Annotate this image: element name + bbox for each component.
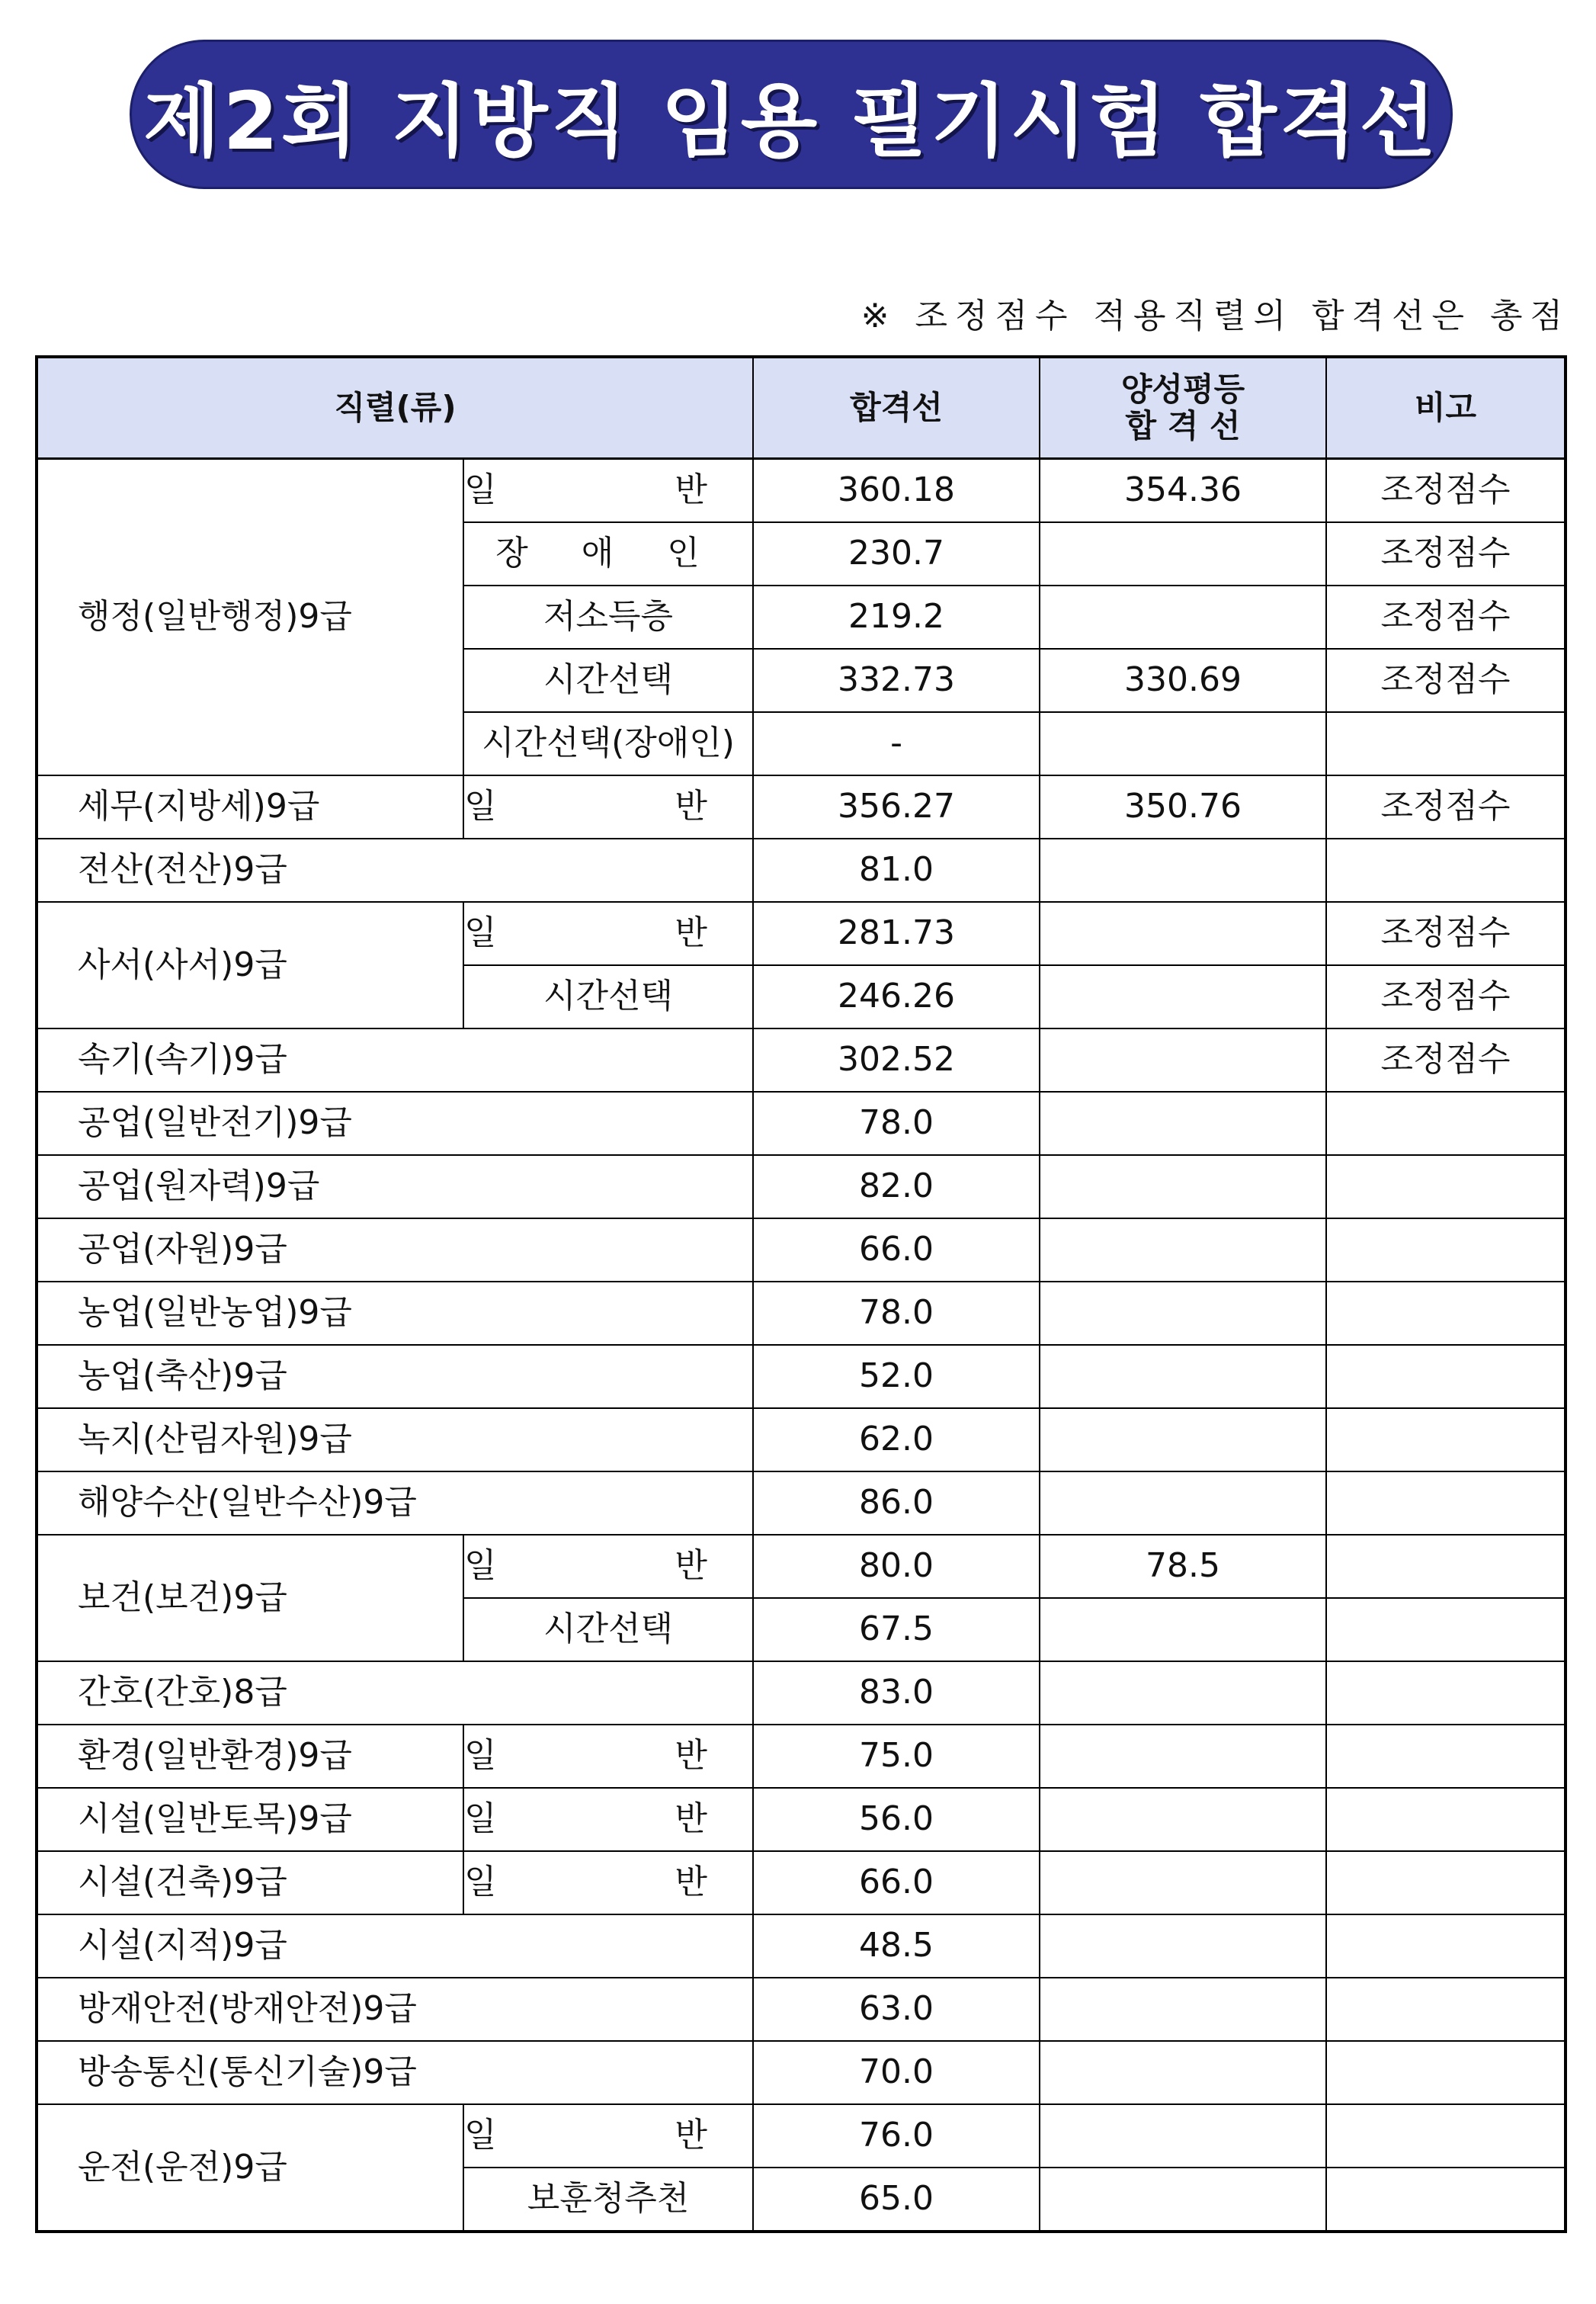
row-cutoff: 219.2 bbox=[753, 586, 1040, 649]
row-remarks bbox=[1326, 1282, 1566, 1345]
row-cutoff: 52.0 bbox=[753, 1345, 1040, 1408]
table-row bbox=[37, 1725, 1566, 1788]
table-row bbox=[37, 1028, 1566, 1092]
row-sub-label: 일 반 bbox=[463, 902, 753, 965]
row-group-label: 녹지(산림자원)9급 bbox=[37, 1408, 753, 1471]
row-gender-cutoff bbox=[1040, 1282, 1326, 1345]
row-gender-cutoff bbox=[1040, 586, 1326, 649]
row-remarks bbox=[1326, 1535, 1566, 1598]
table-row bbox=[37, 1282, 1566, 1345]
header-gender-line1: 양성평등 bbox=[1120, 370, 1245, 408]
row-remarks bbox=[1326, 1471, 1566, 1535]
row-gender-cutoff bbox=[1040, 902, 1326, 965]
row-remarks: 조정점수 bbox=[1326, 775, 1566, 839]
row-gender-cutoff bbox=[1040, 1851, 1326, 1914]
row-group-label: 환경(일반환경)9급 bbox=[37, 1725, 463, 1788]
row-sub-label: 저소득층 bbox=[463, 586, 753, 649]
row-group-label: 보건(보건)9급 bbox=[37, 1535, 463, 1661]
header-gender-equality bbox=[1040, 357, 1326, 459]
row-sub-label: 보훈청추천 bbox=[463, 2168, 753, 2232]
row-group-label: 전산(전산)9급 bbox=[37, 839, 753, 902]
table-row bbox=[37, 1978, 1566, 2041]
row-gender-cutoff bbox=[1040, 1028, 1326, 1092]
row-group-label: 공업(자원)9급 bbox=[37, 1218, 753, 1282]
row-sub-label: 일 반 bbox=[463, 459, 753, 523]
row-gender-cutoff bbox=[1040, 1914, 1326, 1978]
row-sub-label: 시간선택 bbox=[463, 649, 753, 712]
row-remarks bbox=[1326, 1914, 1566, 1978]
row-gender-cutoff bbox=[1040, 1471, 1326, 1535]
row-cutoff: 246.26 bbox=[753, 965, 1040, 1028]
row-cutoff: 63.0 bbox=[753, 1978, 1040, 2041]
row-cutoff: 360.18 bbox=[753, 459, 1040, 523]
table-row bbox=[37, 839, 1566, 902]
row-cutoff: 332.73 bbox=[753, 649, 1040, 712]
row-gender-cutoff bbox=[1040, 2041, 1326, 2104]
row-gender-cutoff bbox=[1040, 1092, 1326, 1155]
header-cutoff: 합격선 bbox=[753, 357, 1040, 459]
row-remarks bbox=[1326, 1218, 1566, 1282]
row-gender-cutoff bbox=[1040, 522, 1326, 586]
table-row bbox=[37, 1218, 1566, 1282]
row-group-label: 시설(일반토목)9급 bbox=[37, 1788, 463, 1851]
row-cutoff: 65.0 bbox=[753, 2168, 1040, 2232]
row-group-label: 시설(건축)9급 bbox=[37, 1851, 463, 1914]
row-remarks bbox=[1326, 1408, 1566, 1471]
row-group-label: 방재안전(방재안전)9급 bbox=[37, 1978, 753, 2041]
row-gender-cutoff bbox=[1040, 2104, 1326, 2168]
table-row bbox=[37, 1345, 1566, 1408]
row-sub-label: 일 반 bbox=[463, 1851, 753, 1914]
row-remarks: 조정점수 bbox=[1326, 649, 1566, 712]
row-group-label: 공업(일반전기)9급 bbox=[37, 1092, 753, 1155]
row-gender-cutoff bbox=[1040, 839, 1326, 902]
row-gender-cutoff bbox=[1040, 1598, 1326, 1661]
row-cutoff: 82.0 bbox=[753, 1155, 1040, 1218]
row-remarks bbox=[1326, 2168, 1566, 2232]
table-row bbox=[37, 1155, 1566, 1218]
row-group-label: 해양수산(일반수산)9급 bbox=[37, 1471, 753, 1535]
row-cutoff: 48.5 bbox=[753, 1914, 1040, 1978]
row-remarks: 조정점수 bbox=[1326, 522, 1566, 586]
row-remarks bbox=[1326, 2104, 1566, 2168]
row-gender-cutoff bbox=[1040, 1155, 1326, 1218]
row-remarks bbox=[1326, 1661, 1566, 1725]
row-remarks bbox=[1326, 839, 1566, 902]
row-gender-cutoff bbox=[1040, 1725, 1326, 1788]
table-row bbox=[37, 1788, 1566, 1851]
row-group-label: 시설(지적)9급 bbox=[37, 1914, 753, 1978]
row-remarks bbox=[1326, 2041, 1566, 2104]
row-sub-label: 일 반 bbox=[463, 775, 753, 839]
row-gender-cutoff bbox=[1040, 965, 1326, 1028]
row-cutoff: 56.0 bbox=[753, 1788, 1040, 1851]
title-banner bbox=[130, 40, 1453, 189]
table-row bbox=[37, 1914, 1566, 1978]
header-gender-line2: 합 격 선 bbox=[1125, 407, 1241, 444]
row-gender-cutoff bbox=[1040, 1978, 1326, 2041]
row-sub-label: 일 반 bbox=[463, 1725, 753, 1788]
row-group-label: 농업(일반농업)9급 bbox=[37, 1282, 753, 1345]
row-remarks bbox=[1326, 1788, 1566, 1851]
row-group-label: 운전(운전)9급 bbox=[37, 2104, 463, 2232]
row-sub-label: 장 애 인 bbox=[463, 522, 753, 586]
row-cutoff: 70.0 bbox=[753, 2041, 1040, 2104]
table-row bbox=[37, 1535, 1566, 1598]
row-gender-cutoff: 350.76 bbox=[1040, 775, 1326, 839]
row-gender-cutoff bbox=[1040, 2168, 1326, 2232]
row-cutoff: 356.27 bbox=[753, 775, 1040, 839]
row-remarks bbox=[1326, 712, 1566, 775]
row-remarks: 조정점수 bbox=[1326, 459, 1566, 523]
row-gender-cutoff bbox=[1040, 1661, 1326, 1725]
page-title: 제2회 지방직 임용 필기시험 합격선 bbox=[143, 75, 1439, 168]
row-cutoff: 281.73 bbox=[753, 902, 1040, 965]
row-remarks: 조정점수 bbox=[1326, 586, 1566, 649]
header-category: 직렬(류) bbox=[37, 357, 753, 459]
row-group-label: 방송통신(통신기술)9급 bbox=[37, 2041, 753, 2104]
row-remarks: 조정점수 bbox=[1326, 965, 1566, 1028]
table-row bbox=[37, 459, 1566, 523]
row-group-label: 간호(간호)8급 bbox=[37, 1661, 753, 1725]
row-gender-cutoff bbox=[1040, 1218, 1326, 1282]
header-remarks: 비고 bbox=[1326, 357, 1566, 459]
row-gender-cutoff: 354.36 bbox=[1040, 459, 1326, 523]
row-cutoff: 302.52 bbox=[753, 1028, 1040, 1092]
table-row bbox=[37, 1661, 1566, 1725]
row-cutoff: 80.0 bbox=[753, 1535, 1040, 1598]
row-cutoff: 78.0 bbox=[753, 1282, 1040, 1345]
row-gender-cutoff bbox=[1040, 712, 1326, 775]
row-sub-label: 시간선택 bbox=[463, 965, 753, 1028]
row-remarks bbox=[1326, 1345, 1566, 1408]
table-row bbox=[37, 1092, 1566, 1155]
row-cutoff: - bbox=[753, 712, 1040, 775]
row-gender-cutoff: 78.5 bbox=[1040, 1535, 1326, 1598]
row-cutoff: 86.0 bbox=[753, 1471, 1040, 1535]
table-row bbox=[37, 1408, 1566, 1471]
row-remarks: 조정점수 bbox=[1326, 902, 1566, 965]
row-sub-label: 시간선택(장애인) bbox=[463, 712, 753, 775]
table-row bbox=[37, 902, 1566, 965]
table-row bbox=[37, 2104, 1566, 2168]
row-remarks bbox=[1326, 1155, 1566, 1218]
row-cutoff: 76.0 bbox=[753, 2104, 1040, 2168]
table-row bbox=[37, 2041, 1566, 2104]
table-row bbox=[37, 1851, 1566, 1914]
row-sub-label: 시간선택 bbox=[463, 1598, 753, 1661]
row-cutoff: 81.0 bbox=[753, 839, 1040, 902]
row-gender-cutoff: 330.69 bbox=[1040, 649, 1326, 712]
row-cutoff: 66.0 bbox=[753, 1218, 1040, 1282]
row-remarks: 조정점수 bbox=[1326, 1028, 1566, 1092]
row-group-label: 사서(사서)9급 bbox=[37, 902, 463, 1028]
row-cutoff: 78.0 bbox=[753, 1092, 1040, 1155]
row-gender-cutoff bbox=[1040, 1788, 1326, 1851]
row-cutoff: 230.7 bbox=[753, 522, 1040, 586]
row-group-label: 세무(지방세)9급 bbox=[37, 775, 463, 839]
row-cutoff: 62.0 bbox=[753, 1408, 1040, 1471]
row-sub-label: 일 반 bbox=[463, 2104, 753, 2168]
row-group-label: 행정(일반행정)9급 bbox=[37, 459, 463, 776]
table-row bbox=[37, 1471, 1566, 1535]
row-cutoff: 67.5 bbox=[753, 1598, 1040, 1661]
row-remarks bbox=[1326, 1978, 1566, 2041]
row-remarks bbox=[1326, 1851, 1566, 1914]
row-sub-label: 일 반 bbox=[463, 1535, 753, 1598]
row-cutoff: 75.0 bbox=[753, 1725, 1040, 1788]
row-cutoff: 83.0 bbox=[753, 1661, 1040, 1725]
row-cutoff: 66.0 bbox=[753, 1851, 1040, 1914]
row-remarks bbox=[1326, 1725, 1566, 1788]
note-text: ※ 조정점수 적용직렬의 합격선은 총점 bbox=[860, 297, 1570, 335]
row-group-label: 공업(원자력)9급 bbox=[37, 1155, 753, 1218]
cutoff-table bbox=[35, 355, 1567, 2233]
row-remarks bbox=[1326, 1598, 1566, 1661]
row-group-label: 속기(속기)9급 bbox=[37, 1028, 753, 1092]
row-gender-cutoff bbox=[1040, 1345, 1326, 1408]
row-remarks bbox=[1326, 1092, 1566, 1155]
row-group-label: 농업(축산)9급 bbox=[37, 1345, 753, 1408]
row-gender-cutoff bbox=[1040, 1408, 1326, 1471]
table-row bbox=[37, 775, 1566, 839]
row-sub-label: 일 반 bbox=[463, 1788, 753, 1851]
table-header-row bbox=[37, 357, 1566, 459]
